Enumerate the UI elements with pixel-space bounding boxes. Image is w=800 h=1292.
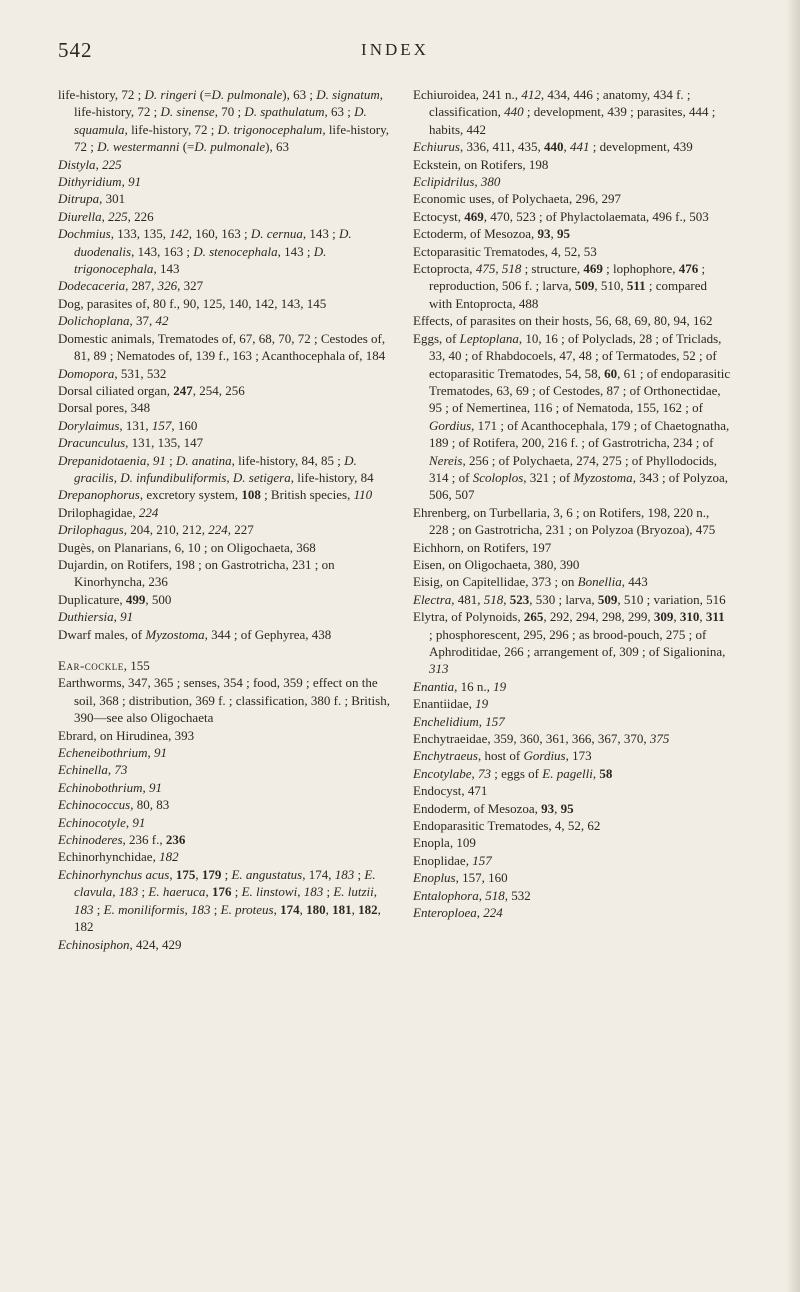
index-entry: Enchelidium, 157	[413, 713, 505, 729]
index-entry: Drepanophorus, excretory system, 108 ; British species, 110	[58, 487, 373, 503]
index-entry: Drilophagidae, 224	[58, 504, 159, 520]
index-entry: Eclipidrilus, 380	[413, 174, 501, 190]
index-entry: Endoderm, of Mesozoa, 93, 95	[413, 800, 574, 816]
page-edge-shadow	[786, 0, 800, 1292]
index-entry: Earthworms, 347, 365 ; senses, 354 ; food, 359 ; effect on the soil, 368 ; distribution, 369 f. ; classification, 380 f. ; British, 390—see also Oligochaeta	[58, 675, 390, 726]
index-entry: Drepanidotaenia, 91 ; D. anatina, life-history, 84, 85 ; D. gracilis, D. infundibuliformis, D. setigera, life-history, 84	[58, 452, 374, 485]
index-entry: Encotylabe, 73 ; eggs of E. pagelli, 58	[413, 765, 613, 781]
index-entry: Eisig, on Capitellidae, 373 ; on Bonellia, 443	[413, 574, 648, 590]
index-entry: Echinosiphon, 424, 429	[58, 936, 182, 952]
index-entry: Echinorhynchus acus, 175, 179 ; E. angustatus, 174, 183 ; E. clavula, 183 ; E. haeruca, 176 ; E. linstowi, 183 ; E. lutzii, 183 ; E. moniliformis, 183 ; E. proteus, 174, 180, 181, 182, 182	[58, 866, 381, 935]
index-entry: Domopora, 531, 532	[58, 365, 167, 381]
index-entry: Enoplidae, 157	[413, 852, 492, 868]
index-entry: Eichhorn, on Rotifers, 197	[413, 539, 552, 555]
index-entry: Eckstein, on Rotifers, 198	[413, 156, 549, 172]
index-entry: Ectoderm, of Mesozoa, 93, 95	[413, 226, 571, 242]
index-entry: Ectoparasitic Trematodes, 4, 52, 53	[413, 243, 597, 259]
index-entry: Enoplus, 157, 160	[413, 870, 508, 886]
index-entry: Ehrenberg, on Turbellaria, 3, 6 ; on Rotifers, 198, 220 n., 228 ; on Gastrotricha, 231 ; on Polyzoa (Bryozoa), 475	[413, 504, 716, 538]
index-entry: Dodecaceria, 287, 326, 327	[58, 278, 204, 294]
index-entry: Enantiidae, 19	[413, 696, 489, 712]
index-entry: Enchytraeidae, 359, 360, 361, 366, 367, 370, 375	[413, 731, 670, 747]
index-entry: Eggs, of Leptoplana, 10, 16 ; of Polyclads, 28 ; of Triclads, 33, 40 ; of Rhabdocoels, 47, 48 ; of Termatodes, 52 ; of ectoparasitic Trematodes, 54, 58, 60, 61 ; of endoparasitic Trematodes, 63, 69 ; of Cestodes, 87 ; of Orthonectidae, 95 ; of Nemertinea, 116 ; of Nematoda, 155, 162 ; of Gordius, 171 ; of Acanthocephala, 179 ; of Chaetognatha, 189 ; of Rotifera, 200, 216 f. ; of Gastrotricha, 234 ; of Nereis, 256 ; of Polychaeta, 274, 275 ; of Phyllodocids, 314 ; of Scoloplos, 321 ; of Myzostoma, 343 ; of Polyzoa, 506, 507	[413, 330, 731, 503]
index-entry: Drilophagus, 204, 210, 212, 224, 227	[58, 522, 254, 538]
index-entry: Enchytraeus, host of Gordius, 173	[413, 748, 592, 764]
index-entry: Echinococcus, 80, 83	[58, 797, 170, 813]
index-entry: Duplicature, 499, 500	[58, 591, 172, 607]
index-entry: Domestic animals, Trematodes of, 67, 68, 70, 72 ; Cestodes of, 81, 89 ; Nematodes of, 139 f., 163 ; Acanthocephala of, 184	[58, 330, 386, 364]
index-entry: Dujardin, on Rotifers, 198 ; on Gastrotricha, 231 ; on Kinorhyncha, 236	[58, 556, 335, 590]
index-entry: Dithyridium, 91	[58, 174, 142, 190]
index-entry: Echinella, 73	[58, 762, 128, 778]
running-head: INDEX	[361, 40, 429, 59]
index-entry: Dochmius, 133, 135, 142, 160, 163 ; D. cernua, 143 ; D. duodenalis, 143, 163 ; D. stenocephala, 143 ; D. trigonocephala, 143	[58, 226, 352, 277]
index-entry: Ditrupa, 301	[58, 191, 126, 207]
index-column-right	[413, 86, 731, 922]
index-entry: Elytra, of Polynoids, 265, 292, 294, 298, 299, 309, 310, 311 ; phosphorescent, 295, 296 ; as brood-pouch, 275 ; of Aphroditidae, 266 ; arrangement of, 309 ; of Sigalionina, 313	[413, 609, 726, 677]
index-entry: Diurella, 225, 226	[58, 208, 154, 224]
index-entry: Eisen, on Oligochaeta, 380, 390	[413, 556, 580, 572]
index-entry: Effects, of parasites on their hosts, 56, 68, 69, 80, 94, 162	[413, 313, 713, 329]
section-gap	[58, 643, 390, 657]
index-entry: Echeneibothrium, 91	[58, 745, 168, 761]
index-entry: Echinocotyle, 91	[58, 814, 146, 830]
index-entry: Enopla, 109	[413, 835, 476, 851]
index-entry: Economic uses, of Polychaeta, 296, 297	[413, 191, 621, 207]
index-entry: Ebrard, on Hirudinea, 393	[58, 727, 195, 743]
index-entry: Ectoprocta, 475, 518 ; structure, 469 ; lophophore, 476 ; reproduction, 506 f. ; larva, 509, 510, 511 ; compared with Entoprocta, 488	[413, 261, 708, 311]
index-entry: Ear-cockle, 155	[58, 658, 150, 673]
index-entry: Duthiersia, 91	[58, 609, 134, 625]
index-entry: Dwarf males, of Myzostoma, 344 ; of Gephyrea, 438	[58, 626, 332, 642]
index-entry: Echinoderes, 236 f., 236	[58, 832, 186, 848]
index-entry: Echiuroidea, 241 n., 412, 434, 446 ; anatomy, 434 f. ; classification, 440 ; development, 439 ; parasites, 444 ; habits, 442	[413, 87, 716, 137]
index-entry: Dugès, on Planarians, 6, 10 ; on Oligochaeta, 368	[58, 539, 316, 555]
index-entry: Distyla, 225	[58, 156, 122, 172]
index-entry: Dorsal ciliated organ, 247, 254, 256	[58, 382, 245, 398]
index-entry: life-history, 72 ; D. ringeri (=D. pulmonale), 63 ; D. signatum, life-history, 72 ; D. sinense, 70 ; D. spathulatum, 63 ; D. squamula, life-history, 72 ; D. trigonocephalum, life-history, 72 ; D. westermanni (=D. pulmonale), 63	[58, 87, 389, 155]
index-entry: Echinobothrium, 91	[58, 779, 162, 795]
index-entry: Echiurus, 336, 411, 435, 440, 441 ; development, 439	[413, 139, 693, 155]
page-number: 542	[58, 38, 93, 62]
index-entry: Enantia, 16 n., 19	[413, 678, 507, 694]
index-entry: Endoparasitic Trematodes, 4, 52, 62	[413, 818, 601, 834]
index-entry: Endocyst, 471	[413, 783, 488, 799]
index-entry: Dorsal pores, 348	[58, 400, 151, 416]
index-entry: Entalophora, 518, 532	[413, 887, 531, 903]
index-entry: Dog, parasites of, 80 f., 90, 125, 140, 142, 143, 145	[58, 295, 327, 311]
index-entry: Dolichoplana, 37, 42	[58, 313, 169, 329]
index-entry: Ectocyst, 469, 470, 523 ; of Phylactolaemata, 496 f., 503	[413, 208, 709, 224]
index-entry: Enteroploea, 224	[413, 905, 503, 921]
index-entry: Dorylaimus, 131, 157, 160	[58, 417, 198, 433]
index-entry: Echinorhynchidae, 182	[58, 849, 179, 865]
index-entry: Electra, 481, 518, 523, 530 ; larva, 509, 510 ; variation, 516	[413, 591, 726, 607]
index-column-left	[58, 86, 390, 953]
page-header	[58, 38, 732, 68]
index-entry: Dracunculus, 131, 135, 147	[58, 435, 204, 451]
